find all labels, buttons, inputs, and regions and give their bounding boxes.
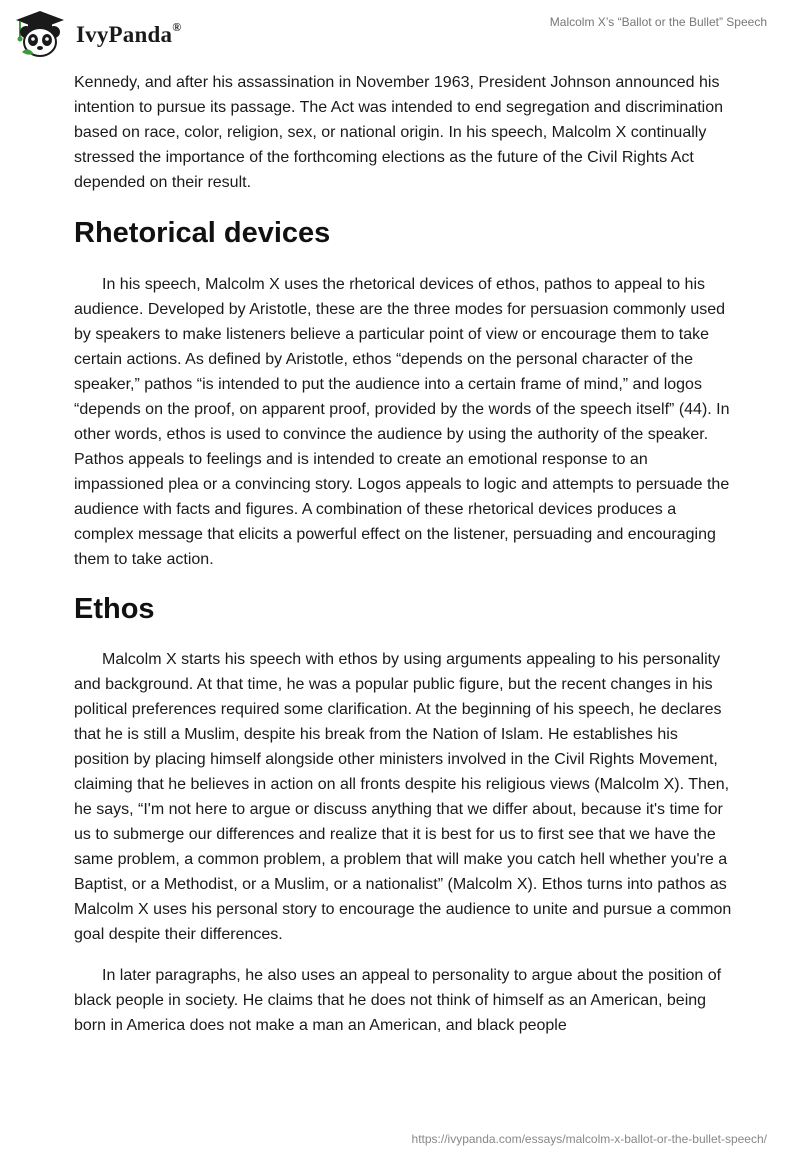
intro-paragraph: Kennedy, and after his assassination in November 1963, President Johnson announced his intention to pursue its passage. The Act was intended to end segregation and discrimination based on race, color, religion, sex, or national origin. In his speech, Malcolm X continually stressed the importance of the forthcoming elections as the future of the Civil Rights Act depended on their result. (74, 74, 724, 191)
registered-mark: ® (172, 20, 182, 35)
heading-ethos: Ethos (74, 593, 155, 625)
source-url[interactable]: https://ivypanda.com/essays/malcolm-x-ballot-or-the-bullet-speech/ (411, 1132, 767, 1146)
ethos-paragraph-1: Malcolm X starts his speech with ethos by using arguments appealing to his personality and background. At that time, he was a popular public figure, but the recent changes in his political preferences required some clarification. At the beginning of his speech, he declares that he is still a Muslim, despite his break from the Nation of Islam. He establishes his position by placing himself alongside other ministers involved in the Civil Rights Movement, claiming that he believes in action on all fronts despite his religious views (Malcolm X). Then, he says, “I'm not here to argue or discuss anything that we differ about, because it's time for us to submerge our differences and realize that it is best for us to first see that we have the same problem, a common problem, a problem that will make you catch hell whether you're a Baptist, or a Methodist, or a Muslim, or a nationalist” (Malcolm X). Ethos turns into pathos as Malcolm X uses his personal story to encourage the audience to unite and pursue a common goal despite their differences. (74, 651, 732, 943)
document-title: Malcolm X’s “Ballot or the Bullet” Speech (549, 15, 767, 29)
panda-graduation-cap-icon[interactable] (14, 8, 66, 60)
essay-content (74, 70, 734, 1038)
heading-rhetorical-devices: Rhetorical devices (74, 217, 331, 249)
ethos-paragraph-2: In later paragraphs, he also uses an appeal to personality to argue about the position of black people in society. He claims that he does not think of himself as an American, being born in America does not make a man an American, and black people (74, 967, 722, 1034)
rhetorical-paragraph: In his speech, Malcolm X uses the rhetorical devices of ethos, pathos to appeal to his audience. Developed by Aristotle, these are the three modes for persuasion commonly used by speakers to make listeners believe a particular point of view or encourage them to take certain actions. As defined by Aristotle, ethos “depends on the personal character of the speaker,” pathos “is intended to put the audience into a certain frame of mind,” and logos “depends on the proof, on apparent proof, provided by the words of the speech itself” (44). In other words, ethos is used to convince the audience by using the authority of the speaker. Pathos appeals to feelings and is intended to create an emotional response to an impassioned plea or a convincing story. Logos appeals to logic and attempts to persuade the audience with facts and figures. A combination of these rhetorical devices produces a complex message that elicits a powerful effect on the listener, persuading and encouraging them to take action. (74, 276, 730, 568)
page-header (0, 0, 800, 66)
brand-name[interactable]: IvyPanda® (76, 20, 182, 47)
